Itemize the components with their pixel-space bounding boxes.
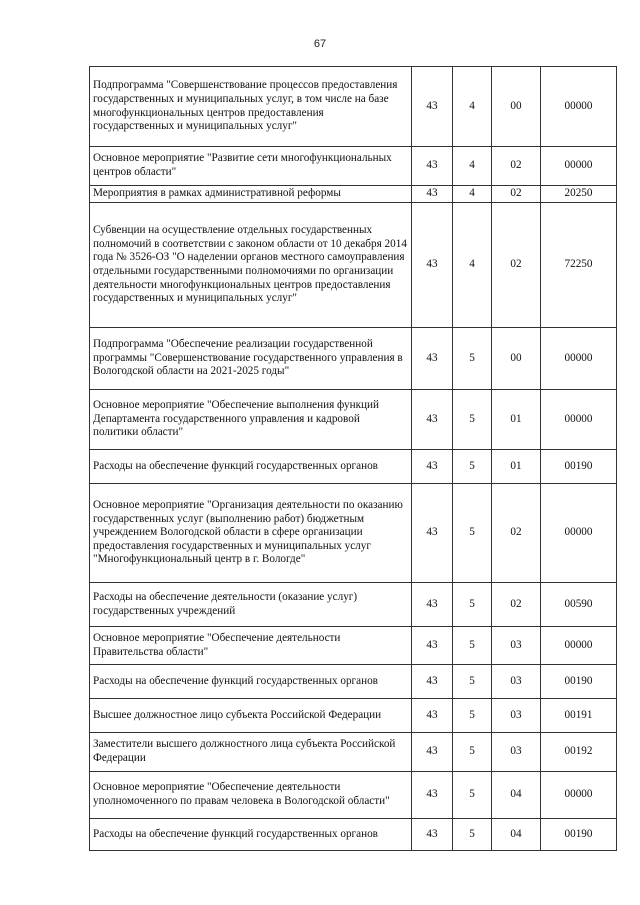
code-cell-2: 4	[453, 186, 492, 203]
code-cell-4: 00191	[541, 699, 617, 733]
code-cell-1: 43	[412, 484, 453, 583]
code-cell-4: 00190	[541, 450, 617, 484]
code-cell-2: 5	[453, 450, 492, 484]
table-row	[90, 665, 617, 699]
code-cell-4: 00000	[541, 328, 617, 390]
code-cell-1: 43	[412, 699, 453, 733]
code-cell-3: 02	[492, 147, 541, 186]
code-cell-4: 00192	[541, 733, 617, 772]
table-row	[90, 328, 617, 390]
code-cell-3: 01	[492, 390, 541, 450]
code-cell-2: 5	[453, 772, 492, 819]
table-row	[90, 186, 617, 203]
row-name-cell: Основное мероприятие "Обеспечение деятельности Правительства области"	[90, 627, 412, 665]
table-row	[90, 583, 617, 627]
code-cell-4: 00000	[541, 484, 617, 583]
code-cell-2: 5	[453, 699, 492, 733]
code-cell-1: 43	[412, 583, 453, 627]
code-cell-4: 00190	[541, 665, 617, 699]
row-name-cell: Расходы на обеспечение деятельности (оказание услуг) государственных учреждений	[90, 583, 412, 627]
row-name-cell: Основное мероприятие "Обеспечение выполнения функций Департамента государственного управления и кадровой политики области"	[90, 390, 412, 450]
code-cell-2: 4	[453, 147, 492, 186]
code-cell-2: 5	[453, 583, 492, 627]
budget-table	[89, 66, 617, 851]
row-name-cell: Расходы на обеспечение функций государственных органов	[90, 450, 412, 484]
code-cell-4: 00190	[541, 819, 617, 851]
code-cell-4: 20250	[541, 186, 617, 203]
code-cell-1: 43	[412, 733, 453, 772]
code-cell-3: 04	[492, 772, 541, 819]
code-cell-1: 43	[412, 819, 453, 851]
code-cell-2: 4	[453, 203, 492, 328]
code-cell-1: 43	[412, 328, 453, 390]
code-cell-3: 03	[492, 699, 541, 733]
code-cell-1: 43	[412, 450, 453, 484]
code-cell-3: 02	[492, 203, 541, 328]
code-cell-3: 03	[492, 665, 541, 699]
table-row	[90, 699, 617, 733]
table-row	[90, 67, 617, 147]
table-row	[90, 390, 617, 450]
table-row	[90, 484, 617, 583]
code-cell-1: 43	[412, 772, 453, 819]
table-row	[90, 450, 617, 484]
code-cell-2: 5	[453, 390, 492, 450]
code-cell-4: 00590	[541, 583, 617, 627]
row-name-cell: Основное мероприятие "Организация деятельности по оказанию государственных услуг (выполнению работ) бюджетным учреждением Вологодской области в сфере организации предоставления государственных и муниципальных услуг "Многофункциональный центр в г. Вологде"	[90, 484, 412, 583]
row-name-cell: Субвенции на осуществление отдельных государственных полномочий в соответствии с законом области от 10 декабря 2014 года № 3526-ОЗ "О наделении органов местного самоуправления отдельными государственными полномочиями по организации деятельности многофункциональных центров предоставления государственных и муниципальных услуг"	[90, 203, 412, 328]
code-cell-2: 5	[453, 328, 492, 390]
code-cell-3: 02	[492, 583, 541, 627]
row-name-cell: Расходы на обеспечение функций государственных органов	[90, 819, 412, 851]
code-cell-1: 43	[412, 67, 453, 147]
code-cell-3: 00	[492, 67, 541, 147]
table-row	[90, 627, 617, 665]
code-cell-4: 00000	[541, 67, 617, 147]
row-name-cell: Мероприятия в рамках административной реформы	[90, 186, 412, 203]
code-cell-2: 5	[453, 627, 492, 665]
code-cell-3: 03	[492, 627, 541, 665]
row-name-cell: Расходы на обеспечение функций государственных органов	[90, 665, 412, 699]
code-cell-1: 43	[412, 390, 453, 450]
row-name-cell: Подпрограмма "Совершенствование процессов предоставления государственных и муниципальных услуг, в том числе на базе многофункциональных центров предоставления государственных и муниципальных услуг"	[90, 67, 412, 147]
code-cell-4: 00000	[541, 627, 617, 665]
code-cell-3: 02	[492, 186, 541, 203]
table-row	[90, 733, 617, 772]
table-row	[90, 772, 617, 819]
code-cell-2: 5	[453, 819, 492, 851]
row-name-cell: Основное мероприятие "Обеспечение деятельности уполномоченного по правам человека в Вологодской области"	[90, 772, 412, 819]
code-cell-3: 00	[492, 328, 541, 390]
code-cell-1: 43	[412, 203, 453, 328]
code-cell-1: 43	[412, 627, 453, 665]
code-cell-4: 00000	[541, 772, 617, 819]
code-cell-3: 01	[492, 450, 541, 484]
code-cell-1: 43	[412, 665, 453, 699]
table-row	[90, 819, 617, 851]
page-number: 67	[313, 38, 327, 50]
row-name-cell: Заместители высшего должностного лица субъекта Российской Федерации	[90, 733, 412, 772]
code-cell-2: 4	[453, 67, 492, 147]
code-cell-2: 5	[453, 665, 492, 699]
code-cell-1: 43	[412, 186, 453, 203]
code-cell-1: 43	[412, 147, 453, 186]
row-name-cell: Основное мероприятие "Развитие сети многофункциональных центров области"	[90, 147, 412, 186]
code-cell-3: 04	[492, 819, 541, 851]
code-cell-2: 5	[453, 733, 492, 772]
code-cell-4: 72250	[541, 203, 617, 328]
row-name-cell: Подпрограмма "Обеспечение реализации государственной программы "Совершенствование государственного управления в Вологодской области на 2021-2025 годы"	[90, 328, 412, 390]
code-cell-3: 02	[492, 484, 541, 583]
code-cell-4: 00000	[541, 390, 617, 450]
table-row	[90, 203, 617, 328]
table-row	[90, 147, 617, 186]
code-cell-2: 5	[453, 484, 492, 583]
code-cell-4: 00000	[541, 147, 617, 186]
row-name-cell: Высшее должностное лицо субъекта Российской Федерации	[90, 699, 412, 733]
code-cell-3: 03	[492, 733, 541, 772]
